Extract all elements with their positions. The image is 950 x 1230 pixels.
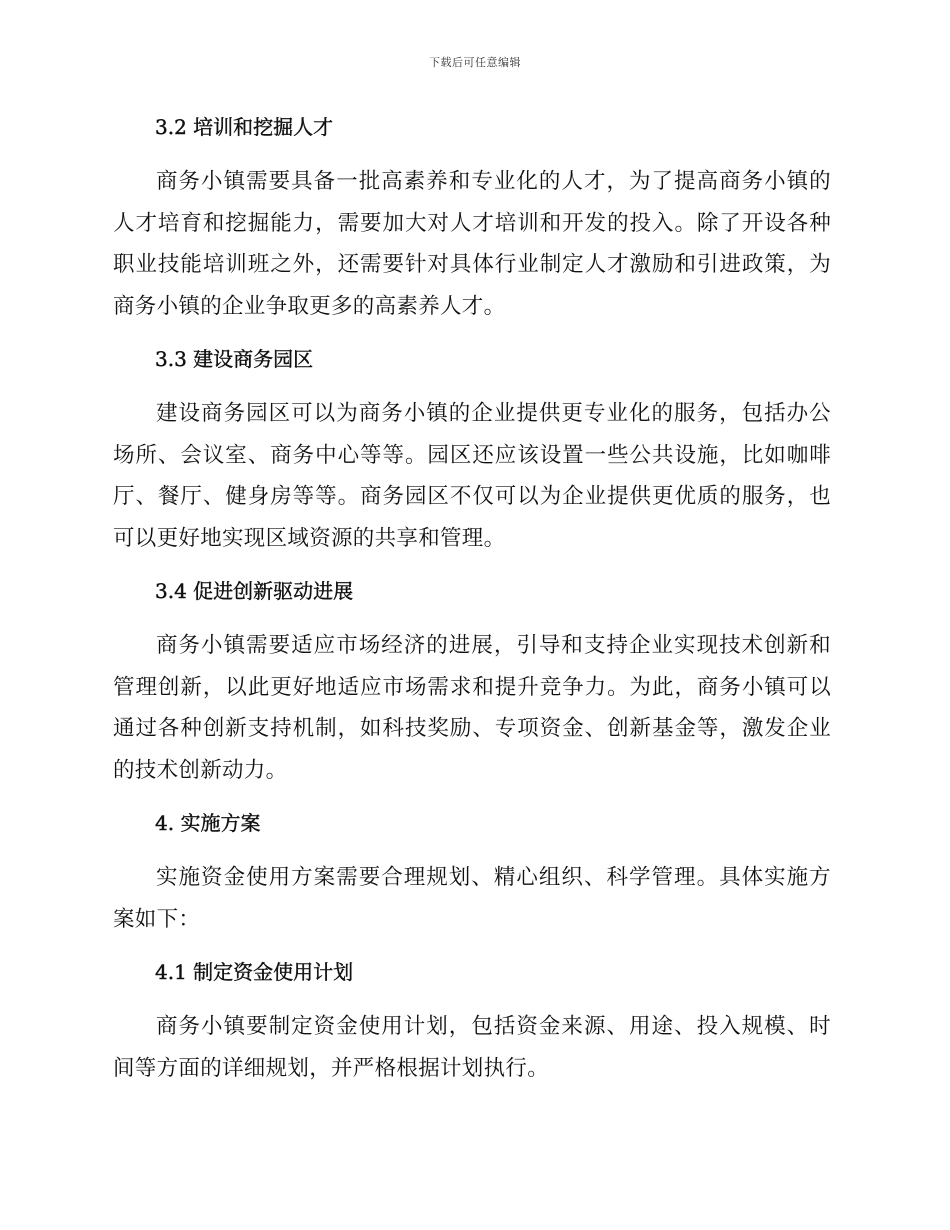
section-heading-3-3: 3.3 建设商务园区 <box>155 347 314 371</box>
section-paragraph-4-1: 商务小镇要制定资金使用计划，包括资金来源、用途、投入规模、时间等方面的详细规划，并严格根据计划执行。 <box>113 1014 831 1081</box>
document-body <box>113 110 831 1089</box>
section-paragraph-4: 实施资金使用方案需要合理规划、精心组织、科学管理。具体实施方案如下： <box>113 865 831 932</box>
section-paragraph-3-2: 商务小镇需要具备一批高素养和专业化的人才，为了提高商务小镇的人才培育和挖掘能力，需要加大对人才培训和开发的投入。除了开设各种职业技能培训班之外，还需要针对具体行业制定人才激励和引进政策，为商务小镇的企业争取更多的高素养人才。 <box>113 169 831 319</box>
section-heading-4-1: 4.1 制定资金使用计划 <box>155 960 354 984</box>
section-paragraph-3-3: 建设商务园区可以为商务小镇的企业提供更专业化的服务，包括办公场所、会议室、商务中心等等。园区还应该设置一些公共设施，比如咖啡厅、餐厅、健身房等等。商务园区不仅可以为企业提供更优质的服务，也可以更好地实现区域资源的共享和管理。 <box>113 401 831 551</box>
section-heading-3-4: 3.4 促进创新驱动进展 <box>155 579 354 603</box>
section-heading-3-2: 3.2 培训和挖掘人才 <box>155 115 334 139</box>
section-heading-4: 4. 实施方案 <box>155 811 261 835</box>
header-note: 下载后可任意编辑 <box>429 56 521 69</box>
section-paragraph-3-4: 商务小镇需要适应市场经济的进展，引导和支持企业实现技术创新和管理创新，以此更好地适应市场需求和提升竞争力。为此，商务小镇可以通过各种创新支持机制，如科技奖励、专项资金、创新基金等，激发企业的技术创新动力。 <box>113 633 831 783</box>
